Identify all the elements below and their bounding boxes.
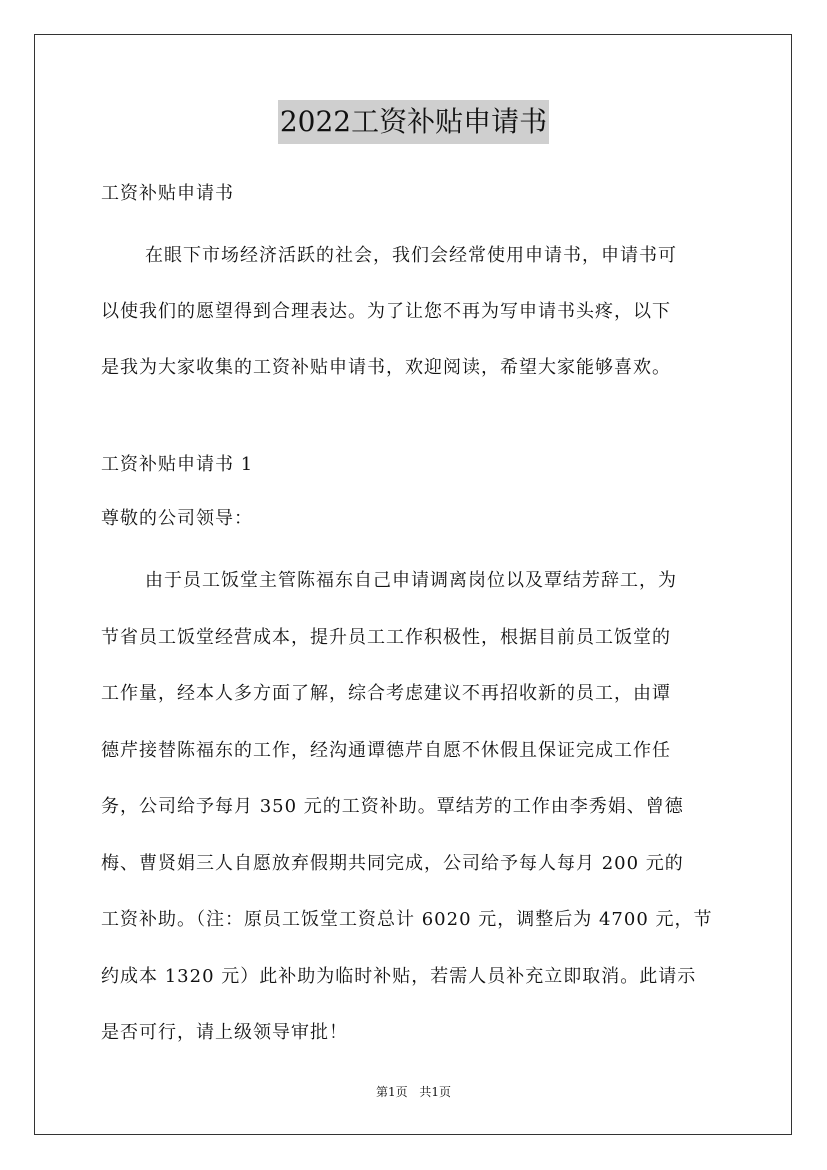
intro-line: 以使我们的愿望得到合理表达。为了让您不再为写申请书头疼，以下 — [101, 301, 671, 322]
salutation: 尊敬的公司领导： — [101, 508, 253, 529]
intro-paragraph — [101, 228, 727, 396]
body-paragraph — [101, 553, 727, 1062]
body-line: 务，公司给予每月 350 元的工资补助。覃结芳的工作由李秀娟、曾德 — [101, 796, 684, 817]
body-line: 德芹接替陈福东的工作，经沟通谭德芹自愿不休假且保证完成工作任 — [101, 739, 671, 761]
body-line: 约成本 1320 元）此补助为临时补贴，若需人员补充立即取消。此请示 — [101, 965, 697, 987]
body-line: 节省员工饭堂经营成本，提升员工工作积极性，根据目前员工饭堂的 — [101, 626, 671, 648]
body-line: 梅、曹贤娟三人自愿放弃假期共同完成，公司给予每人每月 200 元的 — [101, 852, 684, 874]
intro-line: 是我为大家收集的工资补贴申请书，欢迎阅读，希望大家能够喜欢。 — [101, 357, 671, 378]
document-title: 2022工资补贴申请书 — [278, 100, 549, 144]
page-total: 共1页 — [419, 1085, 452, 1099]
section-heading: 工资补贴申请书 1 — [101, 454, 254, 475]
body-line: 工资补助。（注：原员工饭堂工资总计 6020 元，调整后为 4700 元，节 — [101, 909, 713, 930]
body-line: 工作量，经本人多方面了解，综合考虑建议不再招收新的员工，由谭 — [101, 683, 671, 704]
title-area — [0, 100, 827, 144]
page-number: 第1页 — [375, 1085, 408, 1099]
body-line: 是否可行，请上级领导审批！ — [101, 1022, 348, 1043]
intro-line: 在眼下市场经济活跃的社会，我们会经常使用申请书，申请书可 — [145, 245, 677, 266]
document-heading: 工资补贴申请书 — [101, 183, 234, 204]
body-line: 由于员工饭堂主管陈福东自己申请调离岗位以及覃结芳辞工，为 — [145, 570, 677, 591]
page-footer — [0, 1083, 827, 1101]
